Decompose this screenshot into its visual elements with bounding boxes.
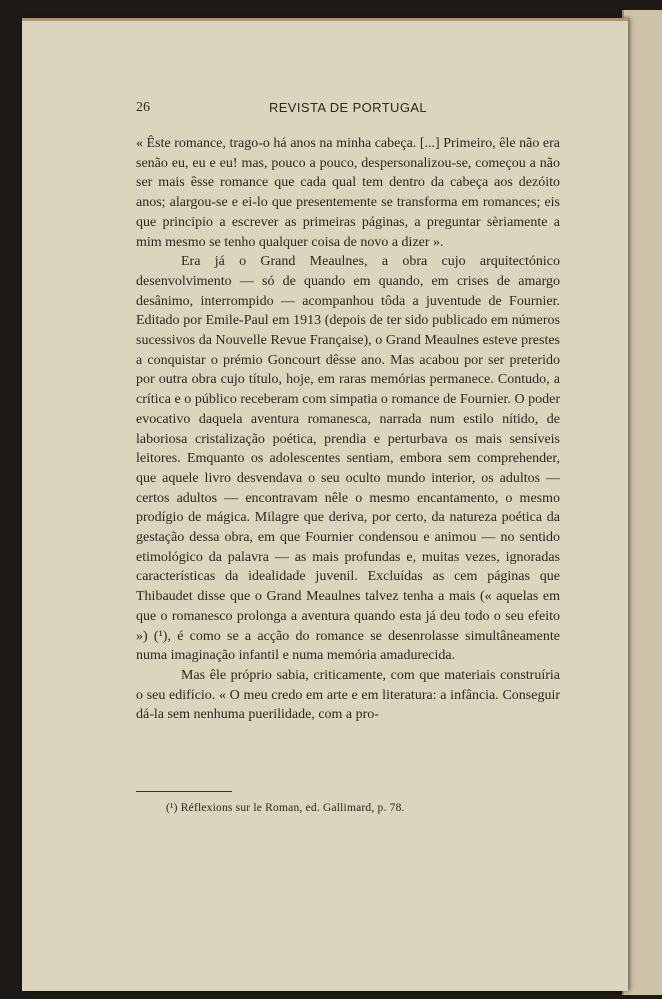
paragraph-grand-meaulnes: Era já o Grand Meaulnes, a obra cujo arquitectónico desenvolvimento — só de quando em quando, em crises de amargo desânimo, interrompido — acompanhou tôda a juventude de Fournier. Editado por Emile-Paul em 1913 (depois de ter sido publicado em números sucessivos da Nouvelle Revue Française), o Grand Meaulnes esteve prestes a conquistar o prémio Goncourt dêsse ano. Mas acabou por ser preterido por outra obra cujo título, hoje, em raras memórias permanece. Contudo, a crítica e o público receberam com simpatia o romance de Fournier. O poder evocativo daquela aventura romanesca, narrada num estilo nítido, de laboriosa cristalização poética, prendia e perturbava os mais sensíveis leitores. Emquanto os adolescentes sentiam, embora sem comprehender, que aquele livro desvendava o seu oculto mundo interior, os adultos — certos adultos — encontravam nêle o mesmo encantamento, o mesmo prodígio de mágica. Milagre que deriva, por certo, da natureza poética da gestação dessa obra, em que Fournier condensou e animou — no sentido etimológico da palavra — as mais profundas e, muitas vezes, ignoradas características da idealidade juvenil. Excluídas as cem páginas que Thibaudet disse que o Grand Meaulnes talvez tenha a mais (« aquelas em que o romanesco prolonga a aventura quando esta já deu todo o seu efeito ») (¹), é como se a acção do romance se desenrolasse simultâneamente numa imaginação infantil e numa memória amadurecida. (136, 254, 560, 664)
page-number: 26 (136, 100, 150, 115)
adjacent-page-edge (622, 10, 662, 995)
paragraph-credo: Mas êle próprio sabia, criticamente, com que materiais construíria o seu edifício. « O meu credo em arte e em literatura: a infância. Conseguir dá-la sem nenhuma puerilidade, com a pro- (136, 667, 560, 723)
running-title: REVISTA DE PORTUGAL (268, 100, 428, 115)
body-text (136, 134, 560, 725)
footnote-rule (136, 791, 232, 792)
footnote: (¹) Réflexions sur le Roman, ed. Gallimard, p. 78. (166, 802, 405, 814)
paragraph-quote: « Êste romance, trago-o há anos na minha cabeça. [...] Primeiro, êle não era senão eu, eu e eu! mas, pouco a pouco, despersonalizou-se, começou a não ser mais êsse romance que cada qual tem dentro da cabeça aos dezóito anos; alargou-se e ei-lo que presentemente se transforma em romances; eis que principio a escrever as primeiras páginas, a preguntar sèriamente a mim mesmo se tenho qualquer coisa de novo a dizer ». (136, 136, 560, 250)
page-top-edge (22, 18, 628, 21)
